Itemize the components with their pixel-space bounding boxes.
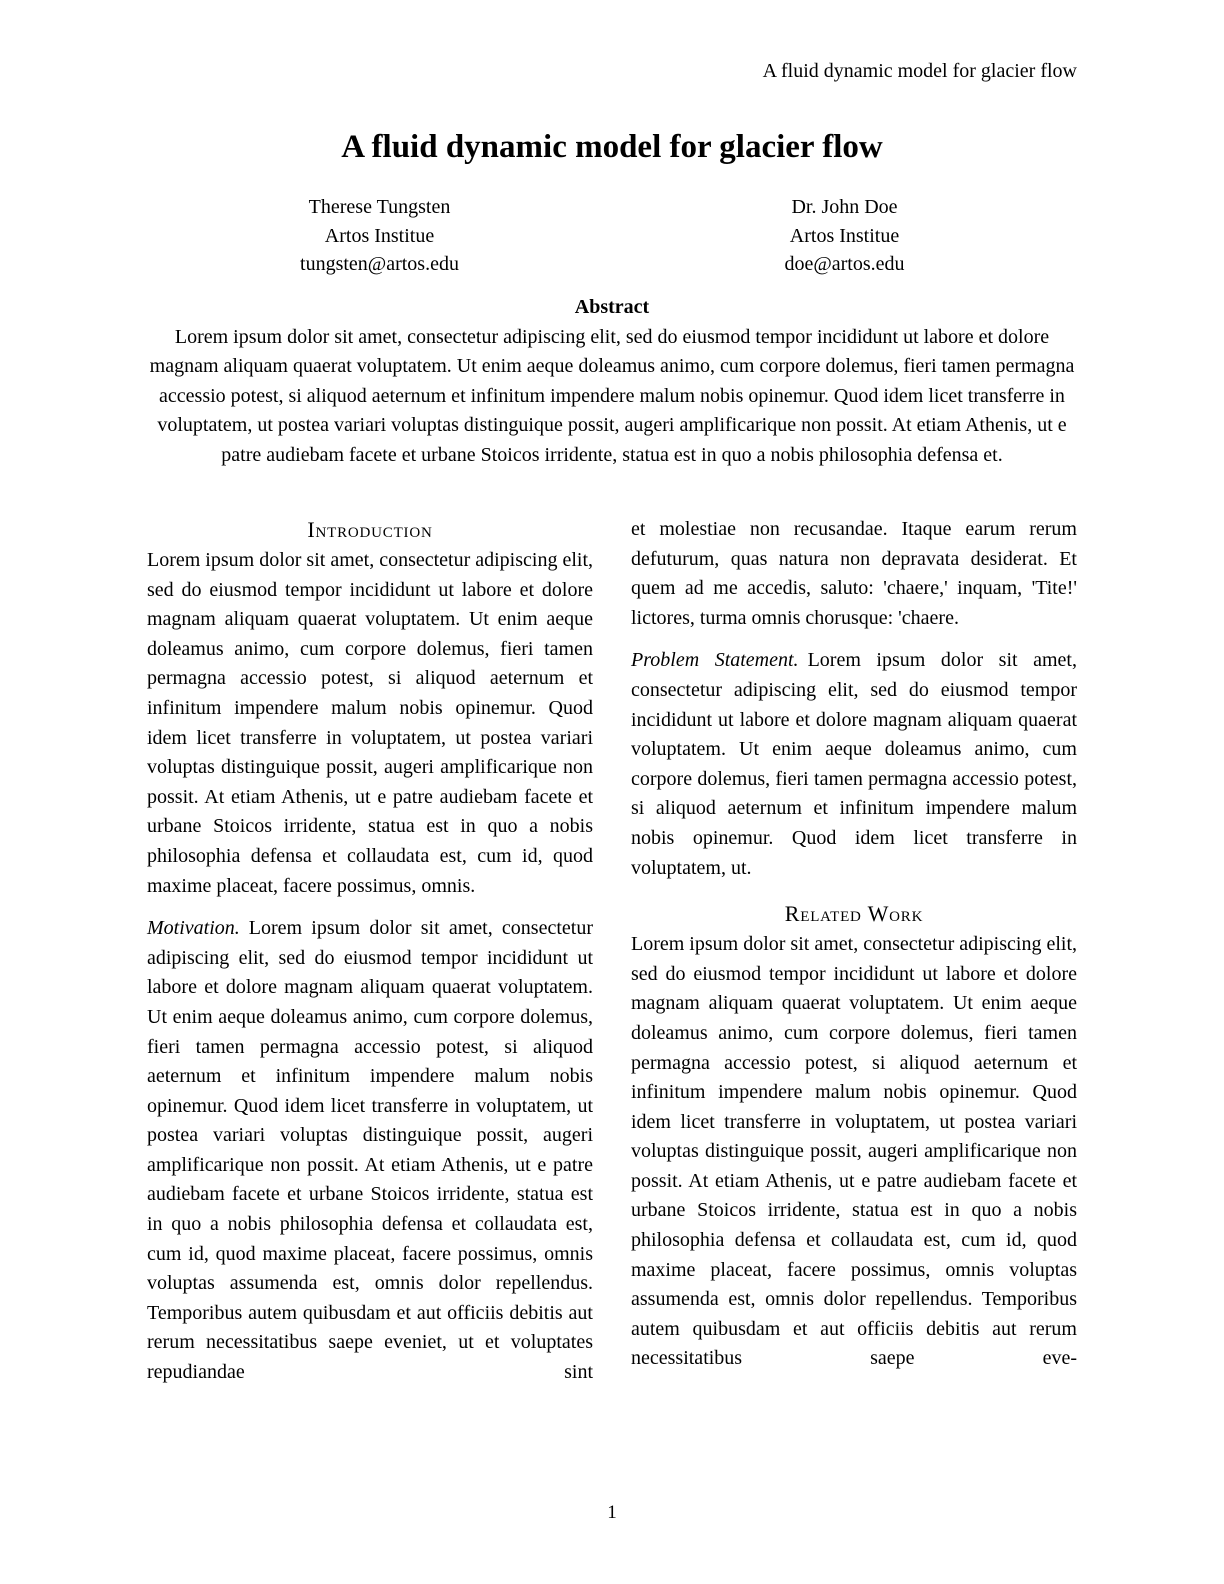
related-work-paragraph: Lorem ipsum dolor sit amet, consectetur adipiscing elit, sed do eiusmod tempor incididunt ut labore et dolore magnam aliquam quaerat voluptatem. Ut enim aeque doleamus animo, cum corpore dolemus, fieri tamen permagna accessio potest, si aliquod aeternum et infinitum impendere malum nobis opinemur. Quod idem licet transferre in voluptatem, ut postea variari voluptas distinguique possit, augeri amplificarique non possit. At etiam Athenis, ut e patre audiebam facete et urbane Stoicos irridente, statua est in quo a nobis philosophia defensa et collaudata est, cum id, quod maxime placeat, facere possimus, omnis voluptas assumenda est, omnis dolor repellendus. Temporibus autem quibusdam et aut officiis debitis aut rerum necessitatibus saepe eve- (631, 933, 1078, 1370)
section-heading-introduction: Introduction (307, 517, 433, 542)
problem-statement-run-in-label: Problem Statement. (631, 649, 799, 672)
motivation-text: Lorem ipsum dolor sit amet, consectetur adipiscing elit, sed do eiusmod tempor incididunt ut labore et dolore magnam aliquam quaerat voluptatem. Ut enim aeque doleamus animo, cum corpore dolemus, fieri tamen permagna accessio potest, si aliquod aeternum et infinitum impendere malum nobis opinemur. Quod idem licet transferre in voluptatem, ut postea variari voluptas distinguique possit, augeri amplificarique non possit. At etiam Athenis, ut e patre audiebam facete et urbane Stoicos irridente, statua est in quo a nobis philosophia defensa et collaudata est, cum id, quod maxime placeat, facere possimus, omnis voluptas assumenda est, omnis dolor repellendus. Temporibus autem quibusdam et aut officiis debitis aut rerum necessitatibus saepe eveniet, ut et voluptates repudiandae sint (147, 917, 593, 1384)
page-title: A fluid dynamic model for glacier flow (341, 129, 883, 165)
two-column-body (0, 515, 1224, 1388)
author-email: tungsten@artos.edu (300, 253, 459, 275)
introduction-paragraph: Lorem ipsum dolor sit amet, consectetur adipiscing elit, sed do eiusmod tempor incididunt ut labore et dolore magnam aliquam quaerat voluptatem. Ut enim aeque doleamus animo, cum corpore dolemus, fieri tamen permagna accessio potest, si aliquod aeternum et infinitum impendere malum nobis opinemur. Quod idem licet transferre in voluptatem, ut postea variari voluptas distinguique possit, augeri amplificarique non possit. At etiam Athenis, ut e patre audiebam facete et urbane Stoicos irridente, statua est in quo a nobis philosophia defensa et collaudata est, cum id, quod maxime placeat, facere possimus, omnis. (147, 549, 594, 897)
column-left (147, 515, 593, 1388)
author-name: Therese Tungsten (308, 196, 451, 218)
abstract-heading: Abstract (574, 295, 650, 318)
motivation-paragraph (147, 914, 593, 1388)
column-right (631, 515, 1077, 1388)
running-header-title: A fluid dynamic model for glacier flow (762, 60, 1077, 82)
problem-statement-text: Lorem ipsum dolor sit amet, consectetur adipiscing elit, sed do eiusmod tempor incididunt ut labore et dolore magnam aliquam quaerat voluptatem. Ut enim aeque doleamus animo, cum corpore dolemus, fieri tamen permagna accessio potest, si aliquod aeternum et infinitum impendere malum nobis opinemur. Quod idem licet transferre in voluptatem, ut. (631, 649, 1077, 879)
author-block-row (0, 193, 1224, 279)
author-affiliation: Artos Institue (324, 224, 435, 247)
author-block (147, 193, 612, 279)
author-block (612, 193, 1077, 279)
problem-statement-paragraph (631, 646, 1077, 883)
author-affiliation: Artos Institue (789, 224, 900, 247)
section-heading-related-work: Related Work (784, 901, 924, 927)
motivation-run-in-label: Motivation. (147, 917, 240, 940)
author-email: doe@artos.edu (784, 253, 905, 275)
author-name: Dr. John Doe (791, 196, 898, 218)
abstract-text: Lorem ipsum dolor sit amet, consectetur adipiscing elit, sed do eiusmod tempor incididunt ut labore et dolore magnam aliquam quaerat voluptatem. Ut enim aeque doleamus animo, cum corpore dolemus, fieri tamen permagna accessio potest, si aliquod aeternum et infinitum impendere malum nobis opinemur. Quod idem licet transferre in voluptatem, ut postea variari voluptas distinguique possit, augeri amplificarique non possit. At etiam Athenis, ut e patre audiebam facete et urbane Stoicos irridente, statua est in quo a nobis philosophia defensa et. (149, 325, 1075, 466)
motivation-continuation-paragraph: et molestiae non recusandae. Itaque earum rerum defuturum, quas natura non depravata desiderat. Et quem ad me accedis, saluto: 'chaere,' inquam, 'Tite!' lictores, turma omnis chorusque: 'chaere. (631, 518, 1077, 629)
page-number: 1 (607, 1502, 617, 1523)
